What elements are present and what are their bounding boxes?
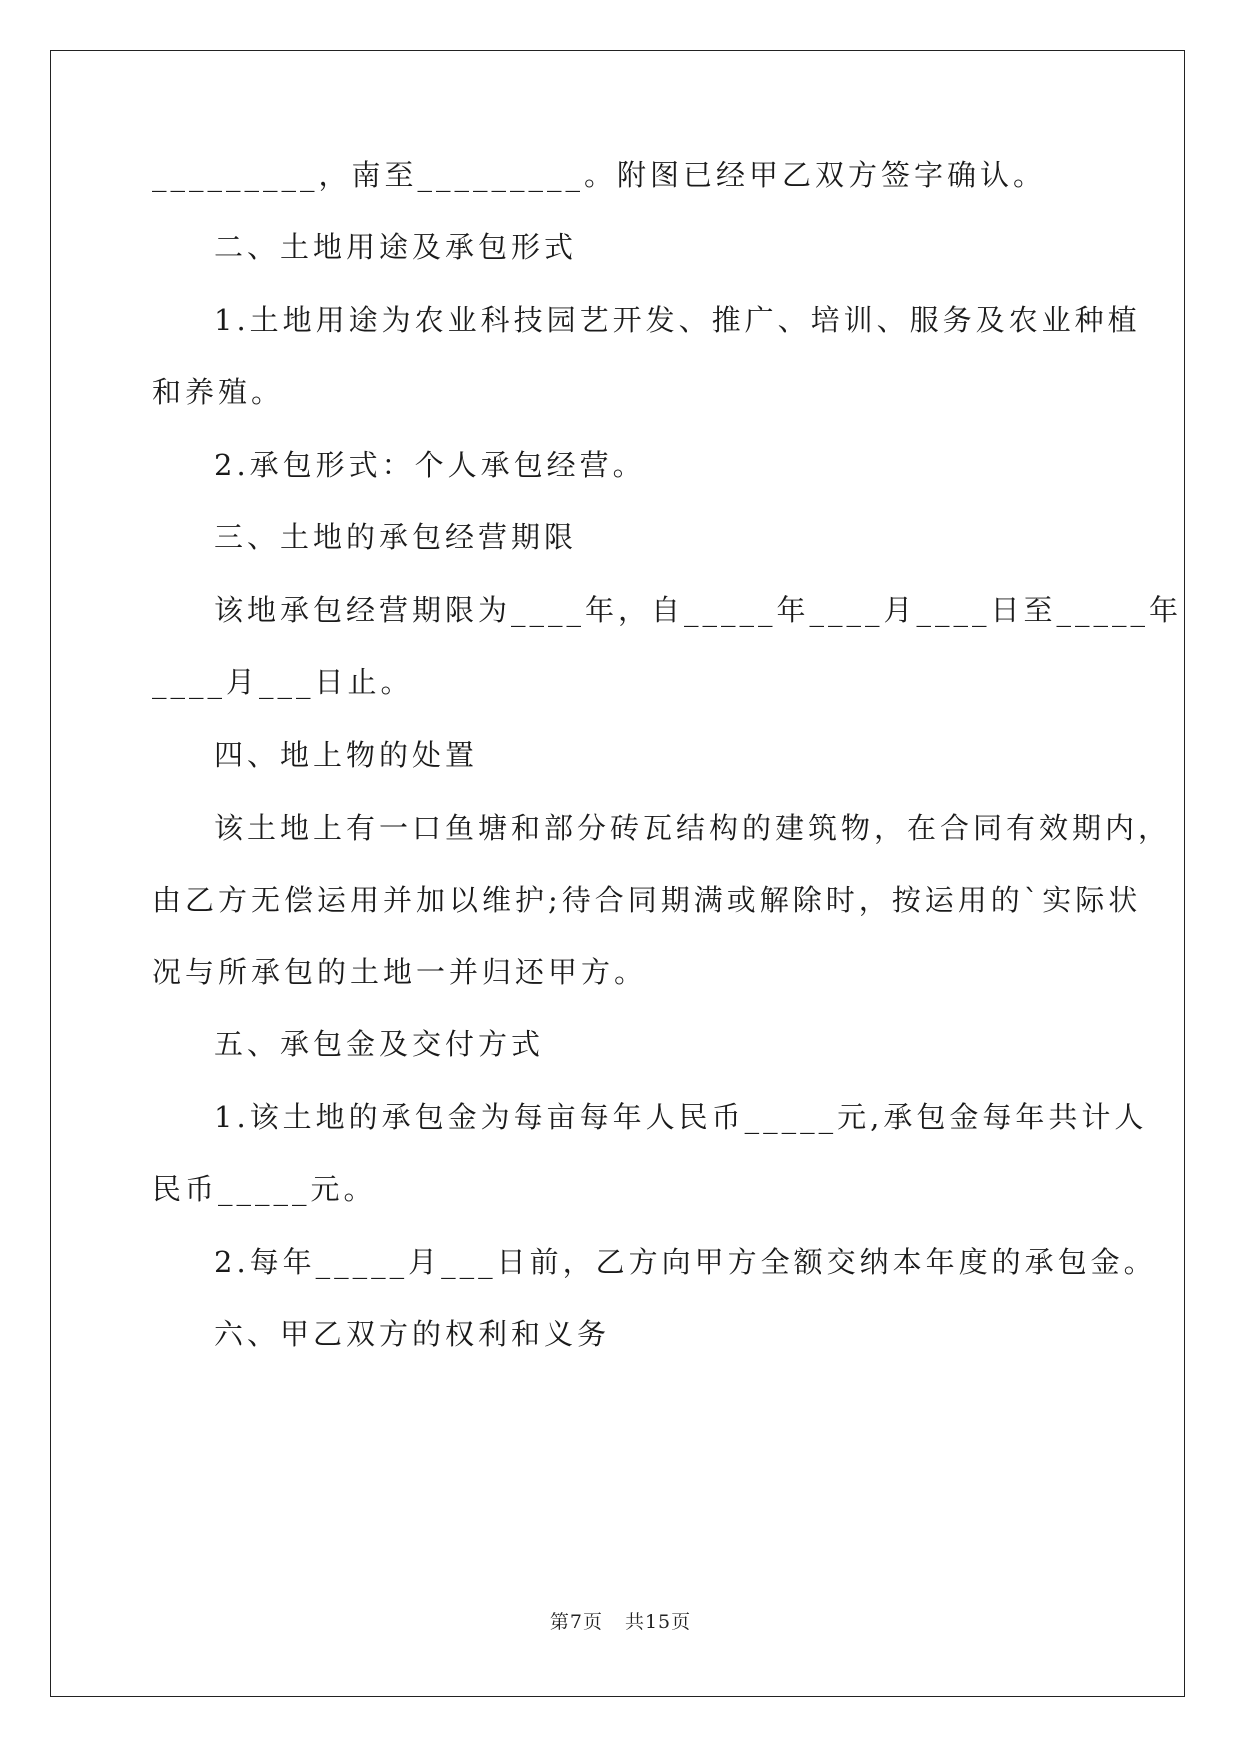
text-line: 1.该土地的承包金为每亩每年人民币_____元,承包金每年共计人 — [214, 1100, 1148, 1134]
section-heading: 五、承包金及交付方式 — [214, 1027, 545, 1061]
text-line: 和养殖。 — [152, 375, 285, 409]
text-line: 况与所承包的土地一并归还甲方。 — [152, 955, 648, 989]
page-border — [50, 50, 1185, 1697]
section-heading: 六、甲乙双方的权利和义务 — [214, 1317, 611, 1351]
text-line: 2.承包形式：个人承包经营。 — [214, 448, 646, 482]
text-line: 民币_____元。 — [152, 1172, 377, 1206]
section-heading: 四、地上物的处置 — [214, 738, 479, 772]
section-heading: 二、土地用途及承包形式 — [214, 230, 578, 264]
page-footer — [0, 1607, 1241, 1634]
text-line: _________，南至_________。附图已经甲乙双方签字确认。 — [152, 158, 1047, 192]
text-line: 该土地上有一口鱼塘和部分砖瓦结构的建筑物，在合同有效期内， — [214, 811, 1172, 845]
text-line: 2.每年_____月___日前，乙方向甲方全额交纳本年度的承包金。 — [214, 1245, 1157, 1279]
text-line: 由乙方无偿运用并加以维护;待合同期满或解除时，按运用的`实际状 — [152, 883, 1142, 917]
page-number: 第7页 — [549, 1611, 603, 1633]
page-total: 共15页 — [624, 1611, 692, 1633]
text-line: 1.土地用途为农业科技园艺开发、推广、培训、服务及农业种植 — [214, 303, 1141, 337]
text-line: ____月___日止。 — [152, 665, 414, 699]
text-line: 该地承包经营期限为____年，自_____年____月____日至_____年 — [214, 593, 1183, 627]
section-heading: 三、土地的承包经营期限 — [214, 520, 578, 554]
